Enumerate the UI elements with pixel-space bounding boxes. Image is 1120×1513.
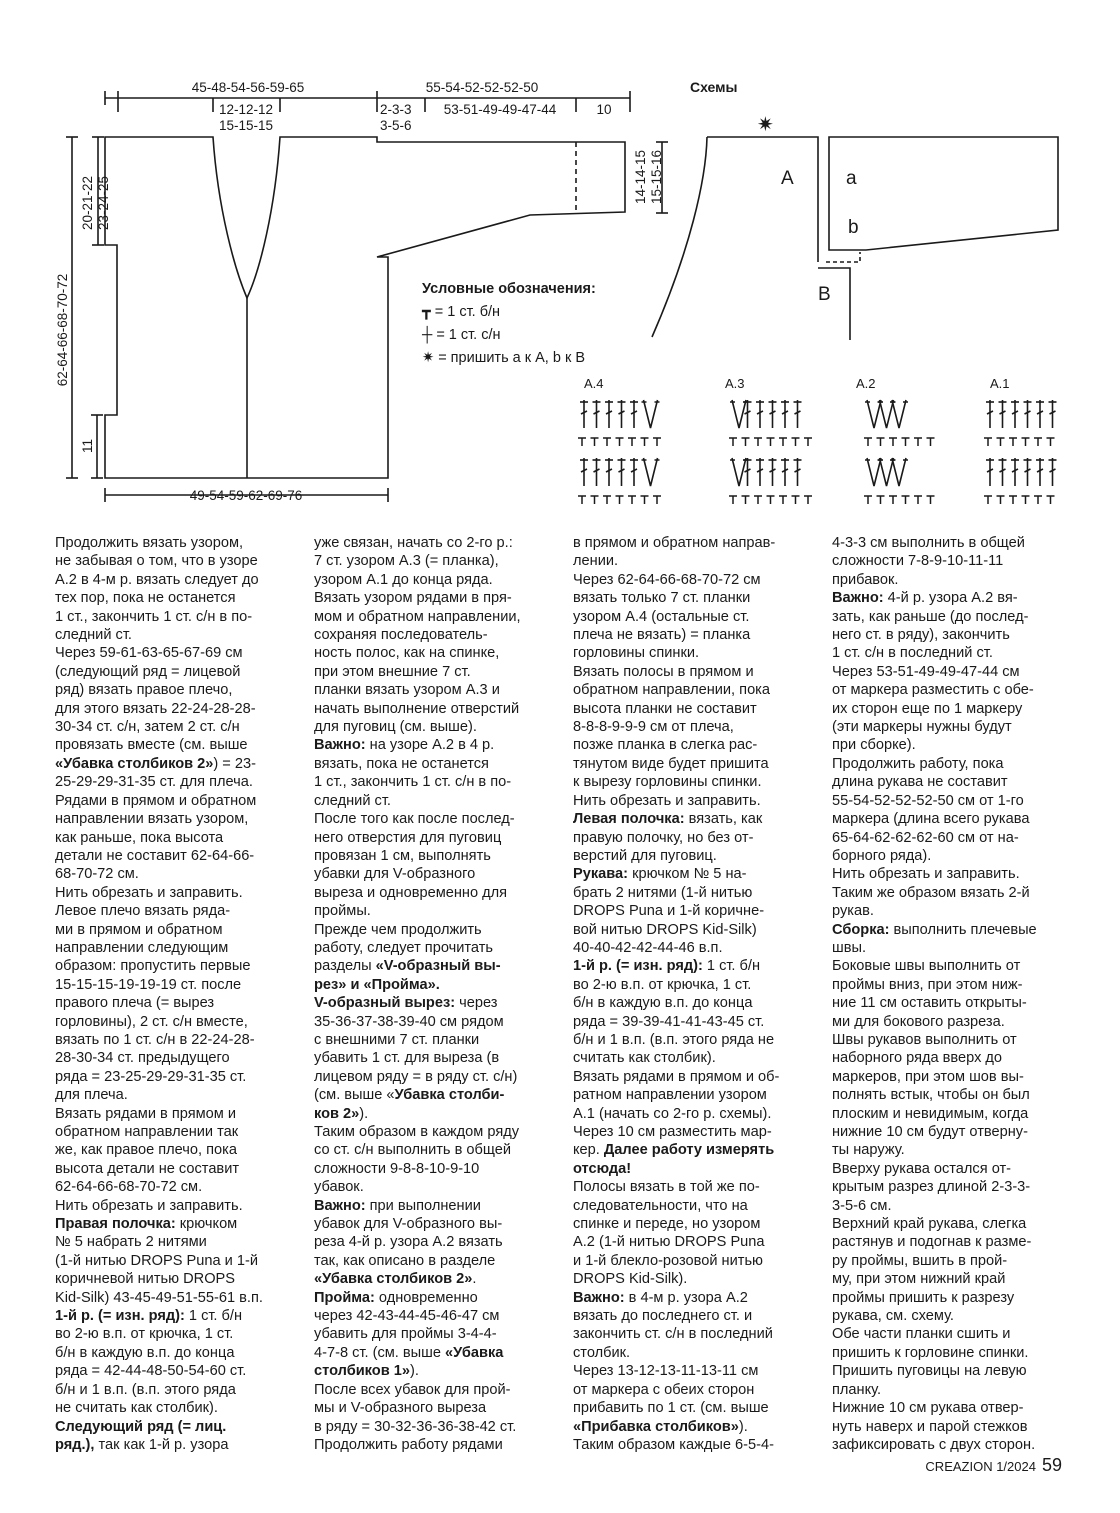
dim-arm-1: 20-21-22 (80, 175, 95, 231)
dc-symbol (1036, 458, 1044, 486)
sc-symbol (792, 438, 800, 446)
sc-symbol (1022, 438, 1030, 446)
dc-symbol (986, 458, 994, 486)
sc-symbol (984, 496, 992, 504)
sc-symbol (927, 438, 935, 446)
sc-symbol (779, 438, 787, 446)
legend (422, 278, 596, 370)
dc-symbol (1049, 458, 1057, 486)
dim-slit-2: 3-5-6 (380, 118, 412, 133)
dim-sleeve-mid: 53-51-49-49-47-44 (443, 102, 557, 117)
sc-symbol (927, 496, 935, 504)
star-icon: ✷ (757, 114, 774, 136)
dim-arm-2: 23-24-25 (96, 175, 111, 231)
sc-symbol (767, 496, 775, 504)
sc-symbol (997, 496, 1005, 504)
dim-neck-2: 15-15-15 (218, 118, 274, 133)
sc-symbol (603, 438, 611, 446)
sc-symbol (889, 438, 897, 446)
dc-symbol (618, 458, 626, 486)
dc-symbol (781, 400, 789, 428)
sc-symbol (742, 438, 750, 446)
sc-symbol (729, 496, 737, 504)
chart-label-a2: A.2 (856, 376, 876, 391)
sc-symbol (914, 438, 922, 446)
dc-symbol (1011, 400, 1019, 428)
v-stitch-symbol (642, 458, 660, 486)
sc-symbol (578, 438, 586, 446)
sc-symbol (754, 496, 762, 504)
sc-symbol (641, 496, 649, 504)
sc-symbol (877, 438, 885, 446)
sc-symbol (804, 496, 812, 504)
star-icon: ✷ (422, 350, 439, 366)
dc-symbol (593, 458, 601, 486)
sc-symbol (641, 438, 649, 446)
sc-symbol (902, 438, 910, 446)
dc-symbol (1036, 400, 1044, 428)
dc-symbol (769, 400, 777, 428)
crochet-charts (0, 390, 1120, 510)
sc-symbol (742, 496, 750, 504)
sc-symbol (628, 438, 636, 446)
magazine-issue: CREAZION 1/2024 (925, 1459, 1036, 1474)
dim-sleeve-h-1: 14-14-15 (633, 149, 648, 205)
sc-symbol (1009, 438, 1017, 446)
dim-neck-1: 12-12-12 (218, 102, 274, 117)
sc-symbol (591, 438, 599, 446)
sc-symbol (767, 438, 775, 446)
dc-symbol (1024, 458, 1032, 486)
dim-total: 62-64-66-68-70-72 (55, 273, 70, 387)
dc-symbol (580, 400, 588, 428)
sc-symbol (653, 496, 661, 504)
scheme-label-B: B (818, 284, 831, 305)
dim-slit-1: 2-3-3 (380, 102, 412, 117)
sc-symbol (864, 496, 872, 504)
sc-symbol (779, 496, 787, 504)
sc-symbol (997, 438, 1005, 446)
dc-symbol (1011, 458, 1019, 486)
scheme-label-A: A (781, 168, 794, 189)
text-column-2: уже связан, начать со 2-го р.: 7 ст. узором А.3 (= планка), узором А.1 до конца ряда. Вязать узором рядами в пря- мом и обратном направлении, сохраняя последователь- ность полос, как на спинке, при этом внешние 7 ст. планки вязать узором А.3 и начать выполнение отверстий для пуговиц (см. выше). Важно: на узоре А.2 в 4 р. вязать, пока не останется 1 ст., закончить 1 ст. с/н в по- следний ст. После того как после послед- него отверстия для пуговиц провязан 1 см, выполнять убавки для V-образного выреза и одновременно для проймы. Прежде чем продолжить работу, следует прочитать разделы «V-образный вы- рез» и «Пройма». V-образный вырез: через 35-36-37-38-39-40 см рядом с внешними 7 ст. планки убавить 1 ст. для выреза (в лицевом ряду = в ряду ст. с/н) (см. выше «Убавка столби- ков 2»). Таким образом в каждом ряду со ст. с/н выполнить в общей сложности 9-8-8-10-9-10 убавок. Важно: при выполнении убавок для V-образного вы- реза 4-й р. узора А.2 вязать так, как описано в разделе «Убавка столбиков 2». Пройма: одновременно через 42-43-44-45-46-47 см убавить для проймы 3-4-4- 4-7-8 ст. (см. выше «Убавка столбиков 1»). После всех убавок для прой- мы и V-образного выреза в ряду = 30-32-36-36-38-42 ст. Продолжить работу рядами (314, 535, 521, 1453)
text-column-1: Продолжить вязать узором, не забывая о том, что в узоре А.2 в 4-м р. вязать следует до тех пор, пока не останется 1 ст., закончить 1 ст. с/н в по- следний ст. Через 59-61-63-65-67-69 см (следующий ряд = лицевой ряд) вязать правое плечо, для этого вязать 22-24-28-28- 30-34 ст. с/н, затем 2 ст. с/н провязать вместе (см. выше «Убавка столбиков 2») = 23- 25-29-29-31-35 ст. для плеча. Рядами в прямом и обратном направлении вязать узором, как раньше, пока высота детали не составит 62-64-66- 68-70-72 см. Нить обрезать и заправить. Левое плечо вязать ряда- ми в прямом и обратном направлении следующим образом: пропустить первые 15-15-15-19-19-19 ст. после правого плеча (= вырез горловины), 2 ст. с/н вместе, вязать по 1 ст. с/н в 22-24-28- 28-30-34 ст. предыдущего ряда = 23-25-29-29-31-35 ст. для плеча. Вязать рядами в прямом и обратном направлении так же, как правое плечо, пока высота детали не составит 62-64-66-68-70-72 см. Нить обрезать и заправить. Правая полочка: крючком № 5 набрать 2 нитями (1-й нитью DROPS Puna и 1-й коричневой нитью DROPS Kid-Silk) 43-45-49-51-55-61 в.п. 1-й р. (= изн. ряд): 1 ст. б/н во 2-ю в.п. от крючка, 1 ст. б/н в каждую в.п. до конца ряда = 42-44-48-50-54-60 ст. б/н и 1 в.п. (в.п. этого ряда не считать как столбик). Следующий ряд (= лиц. ряд.), так как 1-й р. узора (55, 535, 263, 1453)
sc-symbol (653, 438, 661, 446)
sc-symbol (1009, 496, 1017, 504)
sc-symbol (877, 496, 885, 504)
sc-symbol (792, 496, 800, 504)
dc-symbol (794, 400, 802, 428)
dc-symbol (794, 458, 802, 486)
sc-symbol (754, 438, 762, 446)
dc-symbol-icon: ┼ (422, 327, 437, 343)
dim-top-right: 55-54-52-52-52-50 (425, 80, 539, 95)
dim-top-left: 45-48-54-56-59-65 (191, 80, 305, 95)
chart-label-a1: A.1 (990, 376, 1010, 391)
v-stitch-symbol (642, 400, 660, 428)
dc-symbol (618, 400, 626, 428)
sc-symbol (1047, 438, 1055, 446)
v-stitch-symbol (890, 400, 908, 428)
sc-symbol (628, 496, 636, 504)
sc-symbol (804, 438, 812, 446)
sc-symbol (1034, 438, 1042, 446)
sc-symbol (1022, 496, 1030, 504)
text-column-4: 4-3-3 см выполнить в общей сложности 7-8-9-10-11-11 прибавок. Важно: 4-й р. узора А.2 вя- зать, как раньше (до послед- него ст. в ряду), закончить 1 ст. с/н в последний ст. Через 53-51-49-49-47-44 см от маркера разместить с обе- их сторон еще по 1 маркеру (эти маркеры нужны будут при сборке). Продолжить работу, пока длина рукава не составит 55-54-52-52-52-50 см от 1-го маркера (длина всего рукава 65-64-62-62-62-60 см от на- борного ряда). Нить обрезать и заправить. Таким же образом вязать 2-й рукав. Сборка: выполнить плечевые швы. Боковые швы выполнить от проймы вниз, при этом ниж- ние 11 см оставить открыты- ми для бокового разреза. Швы рукавов выполнить от наборного ряда вверх до маркеров, при этом шов вы- полнять встык, чтобы он был плоским и невидимым, когда нижние 10 см будут отверну- ты наружу. Вверху рукава остался от- крытым разрез длиной 2-3-3- 3-5-6 см. Верхний край рукава, слегка растянув и подогнав к разме- ру проймы, вшить в прой- му, при этом нижний край проймы пришить к разрезу рукава, см. схему. Обе части планки сшить и пришить к горловине спинки. Пришить пуговицы на левую планку. Нижние 10 см рукава отвер- нуть наверх и парой стежков зафиксировать с двух сторон. (832, 535, 1037, 1453)
dc-symbol (605, 400, 613, 428)
legend-item-sc: ┳ = 1 ст. б/н (422, 304, 501, 320)
dc-symbol (999, 458, 1007, 486)
legend-item-dc: ┼ = 1 ст. с/н (422, 327, 501, 343)
dc-symbol (986, 400, 994, 428)
dc-symbol (756, 458, 764, 486)
dim-bottom: 49-54-59-62-69-76 (189, 488, 303, 503)
sc-symbol-icon: ┳ (422, 304, 435, 320)
dc-symbol (630, 458, 638, 486)
dim-sleeve-h-2: 15-15-16 (649, 149, 664, 205)
sc-symbol (889, 496, 897, 504)
sc-symbol (578, 496, 586, 504)
scheme-label-b: b (848, 217, 859, 238)
v-stitch-symbol (890, 458, 908, 486)
dc-symbol (781, 458, 789, 486)
schemes-title: Схемы (690, 79, 738, 95)
legend-title: Условные обозначения: (422, 281, 596, 297)
chart-label-a4: A.4 (584, 376, 604, 391)
sc-symbol (616, 438, 624, 446)
dim-side-slit: 11 (80, 438, 95, 454)
page-footer (925, 1455, 1062, 1476)
dc-symbol (593, 400, 601, 428)
sc-symbol (603, 496, 611, 504)
sc-symbol (591, 496, 599, 504)
dc-symbol (580, 458, 588, 486)
dc-symbol (630, 400, 638, 428)
dc-symbol (1024, 400, 1032, 428)
dc-symbol (605, 458, 613, 486)
dc-symbol (756, 400, 764, 428)
sc-symbol (984, 438, 992, 446)
scheme-label-a: a (846, 168, 857, 189)
text-column-3: в прямом и обратном направ- лении. Через 62-64-66-68-70-72 см вязать только 7 ст. планки узором А.4 (остальные ст. плеча не вязать) = планка горловины спинки. Вязать полосы в прямом и обратном направлении, пока высота планки не составит 8-8-8-9-9-9 см от плеча, позже планка в слегка рас- тянутом виде будет пришита к вырезу горловины спинки. Нить обрезать и заправить. Левая полочка: вязать, как правую полочку, но без от- верстий для пуговиц. Рукава: крючком № 5 на- брать 2 нитями (1-й нитью DROPS Puna и 1-й коричне- вой нитью DROPS Kid-Silk) 40-40-42-42-44-46 в.п. 1-й р. (= изн. ряд): 1 ст. б/н во 2-ю в.п. от крючка, 1 ст. б/н в каждую в.п. до конца ряда = 39-39-41-41-43-45 ст. б/н и 1 в.п. (в.п. этого ряда не считать как столбик). Вязать рядами в прямом и об- ратном направлении узором А.1 (начать со 2-го р. схемы). Через 10 см разместить мар- кер. Далее работу измерять отсюда! Полосы вязать в той же по- следовательности, что на спинке и переде, но узором А.2 (1-й нитью DROPS Puna и 1-й блекло-розовой нитью DROPS Kid-Silk). Важно: в 4-м р. узора А.2 вязать до последнего ст. и закончить ст. с/н в последний столбик. Через 13-12-13-11-13-11 см от маркера с обеих сторон прибавить по 1 ст. (см. выше «Прибавка столбиков»). Таким образом каждые 6-5-4- (573, 535, 780, 1453)
chart-label-a3: A.3 (725, 376, 745, 391)
dim-cuff: 10 (596, 102, 612, 117)
dc-symbol (999, 400, 1007, 428)
sc-symbol (902, 496, 910, 504)
sc-symbol (729, 438, 737, 446)
sc-symbol (616, 496, 624, 504)
sc-symbol (914, 496, 922, 504)
page-number: 59 (1041, 1455, 1062, 1475)
dc-symbol (769, 458, 777, 486)
sc-symbol (1034, 496, 1042, 504)
sc-symbol (1047, 496, 1055, 504)
sc-symbol (864, 438, 872, 446)
legend-item-sew: ✷ = пришить а к А, b к В (422, 350, 585, 366)
dc-symbol (1049, 400, 1057, 428)
